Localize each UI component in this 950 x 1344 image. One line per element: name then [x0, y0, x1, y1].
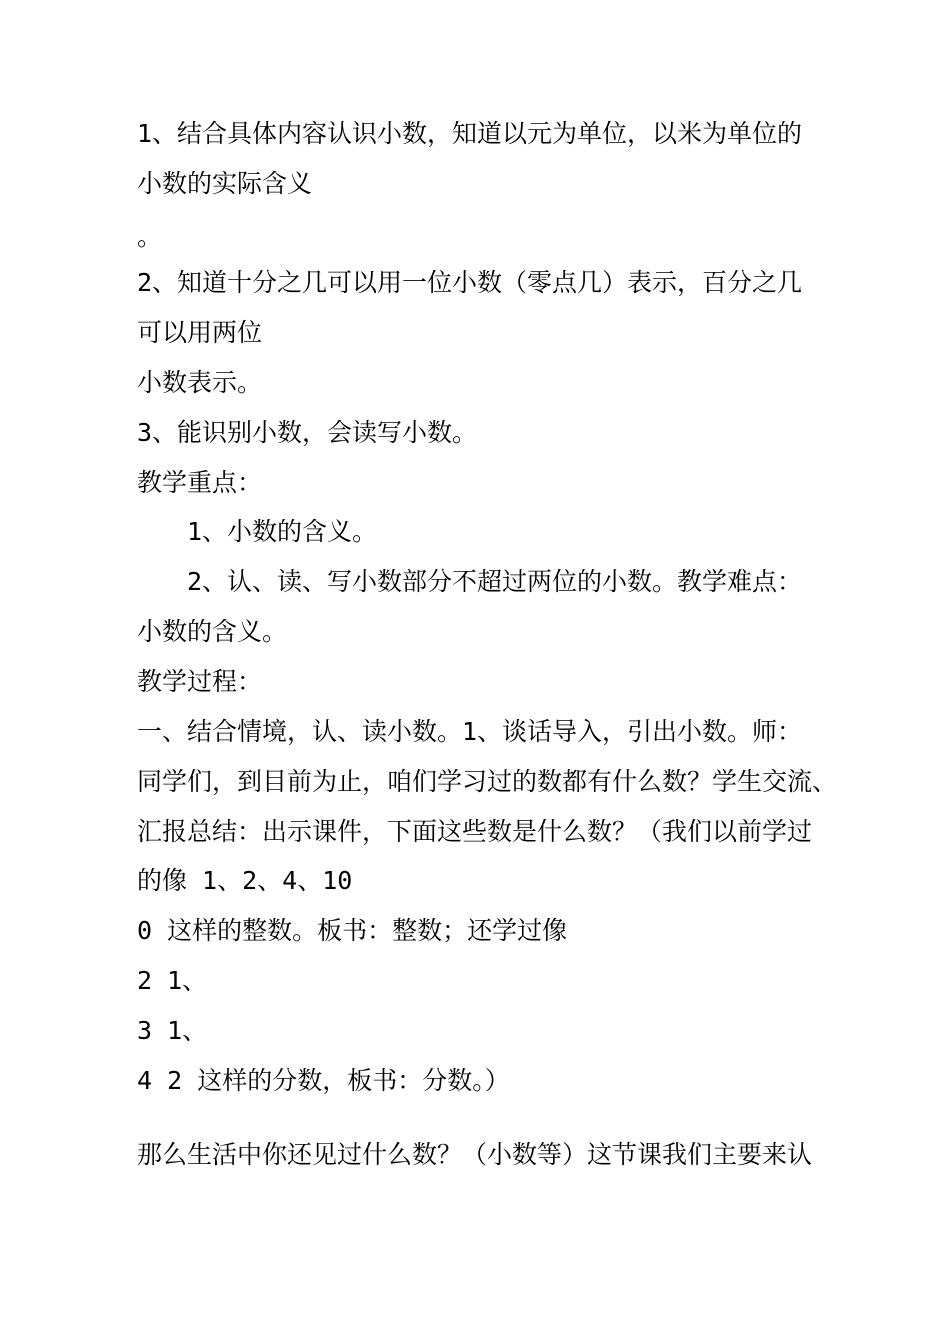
- text-line: 2、知道十分之几可以用一位小数（零点几）表示，百分之几: [137, 268, 803, 297]
- section-heading: 教学重点：: [137, 468, 263, 497]
- text-line: 2、认、读、写小数部分不超过两位的小数。教学难点：: [187, 567, 803, 596]
- text-line: 3、能识别小数，会读写小数。: [137, 418, 478, 447]
- text-line: 小数的实际含义: [137, 169, 313, 198]
- text-line: 汇报总结：出示课件，下面这些数是什么数？（我们以前学过: [137, 817, 813, 846]
- text-line: 可以用两位: [137, 318, 263, 347]
- text-line: 小数表示。: [137, 368, 263, 397]
- text-line: 小数的含义。: [137, 617, 288, 646]
- text-line: 1、结合具体内容认识小数，知道以元为单位，以米为单位的: [137, 119, 803, 148]
- text-line: 的像 1、2、4、10: [137, 866, 353, 895]
- text-line: 2 1、: [137, 966, 208, 995]
- text-line: 0 这样的整数。板书：整数；还学过像: [137, 916, 568, 945]
- section-heading: 教学过程：: [137, 667, 263, 696]
- text-line: 4 2 这样的分数，板书：分数。）: [137, 1066, 510, 1095]
- text-line: 1、小数的含义。: [187, 517, 378, 546]
- text-line: 一、结合情境，认、读小数。1、谈话导入，引出小数。师：: [137, 717, 803, 746]
- text-line: 3 1、: [137, 1016, 208, 1045]
- text-line: 那么生活中你还见过什么数？（小数等）这节课我们主要来认: [137, 1140, 813, 1169]
- text-line: 。: [137, 222, 163, 251]
- text-line: 同学们，到目前为止，咱们学习过的数都有什么数？学生交流、: [137, 767, 838, 796]
